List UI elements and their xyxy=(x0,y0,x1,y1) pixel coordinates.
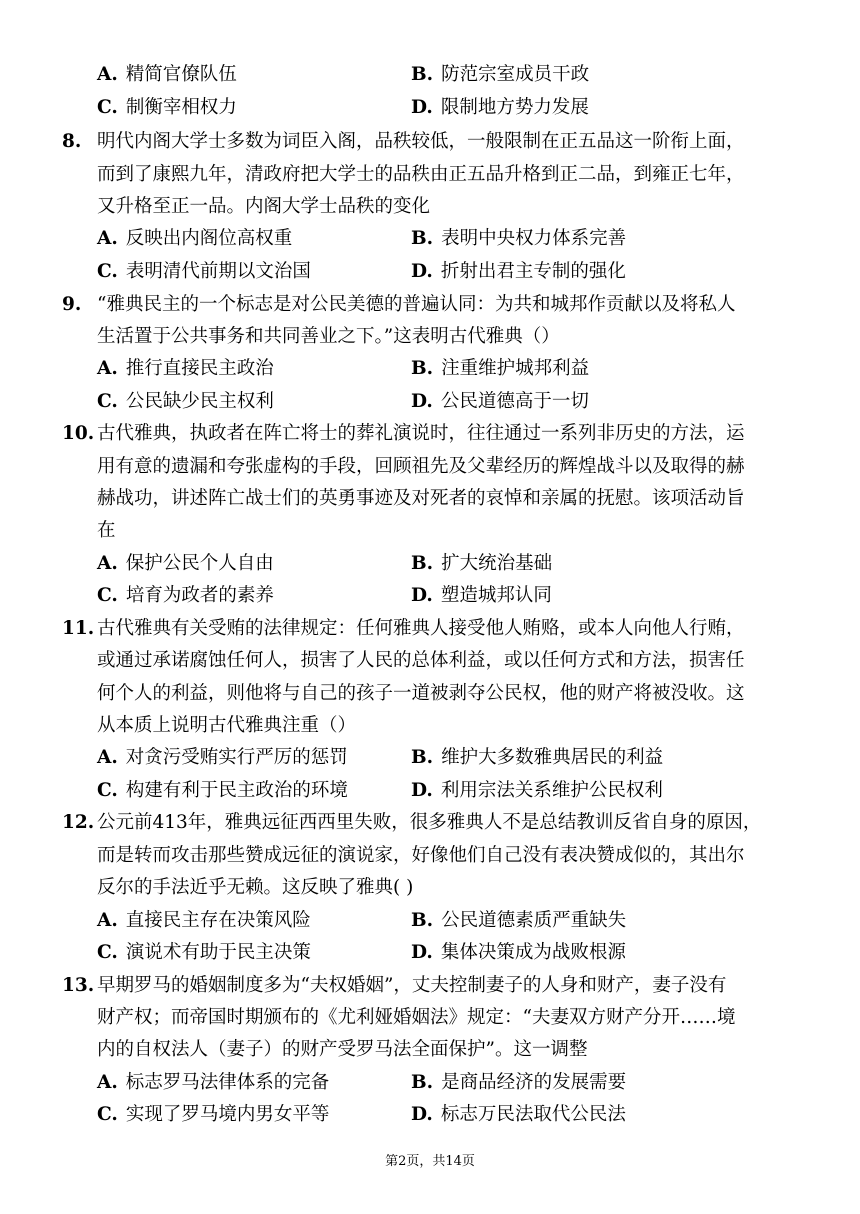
option-d xyxy=(411,937,626,969)
question-number: 8. xyxy=(62,131,82,152)
option-c xyxy=(97,256,311,288)
option-letter: C. xyxy=(97,261,118,282)
question-text-line: 古代雅典有关受贿的法律规定：任何雅典人接受他人贿赂，或本人向他人行贿， xyxy=(97,618,745,639)
option-d xyxy=(411,775,663,807)
option-text: 对贪污受贿实行严厉的惩罚 xyxy=(125,747,348,768)
option-d xyxy=(411,386,589,418)
option-d xyxy=(411,92,589,124)
option-text: 集体决策成为战败根源 xyxy=(440,942,626,963)
option-letter: C. xyxy=(97,585,118,606)
question-number: 9. xyxy=(62,294,82,315)
option-letter: C. xyxy=(97,942,118,963)
question-text-line: 从本质上说明古代雅典注重（） xyxy=(97,715,357,736)
question-text-line: 在 xyxy=(97,520,116,541)
option-letter: D. xyxy=(411,261,433,282)
option-text: 公民道德高于一切 xyxy=(440,391,589,412)
question-number: 12. xyxy=(62,812,95,833)
option-letter: A. xyxy=(97,1072,118,1093)
option-text: 直接民主存在决策风险 xyxy=(125,910,311,931)
option-letter: B. xyxy=(411,747,434,768)
option-d xyxy=(411,1099,626,1131)
question-text-line: 明代内阁大学士多数为词臣入阁，品秩较低，一般限制在正五品这一阶衔上面， xyxy=(97,131,745,152)
option-text: 公民缺少民主权利 xyxy=(125,391,274,412)
question-text-line: 而到了康熙九年，清政府把大学士的品秩由正五品升格到正二品，到雍正七年， xyxy=(97,164,745,185)
question-text-line: 公元前413年，雅典远征西西里失败，很多雅典人不是总结教训反省自身的原因， xyxy=(97,812,762,833)
option-text: 保护公民个人自由 xyxy=(125,553,274,574)
option-letter: A. xyxy=(97,553,118,574)
option-text: 维护大多数雅典居民的利益 xyxy=(441,747,664,768)
option-text: 演说术有助于民主决策 xyxy=(125,942,311,963)
question-text-line: 财产权；而帝国时期颁布的《尤利娅婚姻法》规定：“夫妻双方财产分开……境 xyxy=(97,1007,736,1028)
question-text-line: 又升格至正一品。内阁大学士品秩的变化 xyxy=(97,196,431,217)
option-c xyxy=(97,386,274,418)
option-letter: A. xyxy=(97,358,118,379)
option-a xyxy=(97,548,274,580)
option-text: 表明清代前期以文治国 xyxy=(125,261,311,282)
option-c xyxy=(97,92,237,124)
question-text-line: 何个人的利益，则他将与自己的孩子一道被剥夺公民权，他的财产将被没收。这 xyxy=(97,683,745,704)
option-text: 反映出内阁位高权重 xyxy=(125,228,293,249)
option-d xyxy=(411,580,552,612)
option-letter: D. xyxy=(411,780,433,801)
option-letter: B. xyxy=(411,64,434,85)
option-a xyxy=(97,1067,329,1099)
question-text-line: 或通过承诺腐蚀任何人，损害了人民的总体利益，或以任何方式和方法，损害任 xyxy=(97,650,745,671)
option-c xyxy=(97,775,348,807)
option-b xyxy=(411,1067,626,1099)
option-letter: A. xyxy=(97,747,118,768)
option-letter: A. xyxy=(97,64,118,85)
option-text: 利用宗法关系维护公民权利 xyxy=(440,780,663,801)
option-text: 实现了罗马境内男女平等 xyxy=(125,1104,330,1125)
option-c xyxy=(97,937,311,969)
question-number: 11. xyxy=(62,618,95,639)
option-text: 表明中央权力体系完善 xyxy=(441,228,627,249)
option-letter: D. xyxy=(411,97,433,118)
option-letter: C. xyxy=(97,1104,118,1125)
question-text-line: 生活置于公共事务和共同善业之下。”这表明古代雅典（） xyxy=(97,326,560,347)
question-number: 13. xyxy=(62,975,95,996)
option-text: 注重维护城邦利益 xyxy=(441,358,590,379)
option-b xyxy=(411,353,589,385)
option-text: 培育为政者的素养 xyxy=(125,585,274,606)
option-text: 折射出君主专制的强化 xyxy=(440,261,626,282)
question-text-line: “雅典民主的一个标志是对公民美德的普遍认同：为共和城邦作贡献以及将私人 xyxy=(97,294,736,315)
option-c xyxy=(97,580,274,612)
option-text: 塑造城邦认同 xyxy=(440,585,552,606)
option-letter: C. xyxy=(97,780,118,801)
option-text: 限制地方势力发展 xyxy=(440,97,589,118)
option-a xyxy=(97,59,237,91)
option-letter: D. xyxy=(411,391,433,412)
option-b xyxy=(411,742,663,774)
option-text: 公民道德素质严重缺失 xyxy=(441,910,627,931)
page-footer: 第2页，共14页 xyxy=(385,1154,475,1169)
option-text: 制衡宰相权力 xyxy=(125,97,237,118)
option-letter: B. xyxy=(411,910,434,931)
question-text-line: 反尔的手法近乎无赖。这反映了雅典( ) xyxy=(97,877,414,898)
option-text: 标志罗马法律体系的完备 xyxy=(125,1072,330,1093)
option-a xyxy=(97,353,274,385)
option-a xyxy=(97,742,348,774)
option-text: 扩大统治基础 xyxy=(441,553,553,574)
option-b xyxy=(411,548,552,580)
option-a xyxy=(97,905,311,937)
option-letter: D. xyxy=(411,585,433,606)
option-letter: C. xyxy=(97,97,118,118)
question-text-line: 古代雅典，执政者在阵亡将士的葬礼演说时，往往通过一系列非历史的方法，运 xyxy=(97,423,745,444)
option-b xyxy=(411,223,626,255)
option-letter: B. xyxy=(411,358,434,379)
option-letter: A. xyxy=(97,910,118,931)
question-text-line: 赫战功，讲述阵亡战士们的英勇事迹及对死者的哀悼和亲属的抚慰。该项活动旨 xyxy=(97,488,745,509)
option-b xyxy=(411,59,589,91)
question-text-line: 而是转而攻击那些赞成远征的演说家，好像他们自己没有表决赞成似的，其出尔 xyxy=(97,845,745,866)
option-text: 是商品经济的发展需要 xyxy=(441,1072,627,1093)
question-number: 10. xyxy=(62,423,95,444)
option-letter: B. xyxy=(411,228,434,249)
option-b xyxy=(411,905,626,937)
question-text-line: 内的自权法人（妻子）的财产受罗马法全面保护”。这一调整 xyxy=(97,1039,588,1060)
question-text-line: 用有意的遗漏和夸张虚构的手段，回顾祖先及父辈经历的辉煌战斗以及取得的赫 xyxy=(97,456,745,477)
option-c xyxy=(97,1099,329,1131)
option-letter: C. xyxy=(97,391,118,412)
option-a xyxy=(97,223,292,255)
option-text: 防范宗室成员干政 xyxy=(441,64,590,85)
option-letter: A. xyxy=(97,228,118,249)
option-text: 推行直接民主政治 xyxy=(125,358,274,379)
option-d xyxy=(411,256,626,288)
option-letter: B. xyxy=(411,1072,434,1093)
option-text: 精简官僚队伍 xyxy=(125,64,237,85)
option-letter: D. xyxy=(411,942,433,963)
option-text: 标志万民法取代公民法 xyxy=(440,1104,626,1125)
option-text: 构建有利于民主政治的环境 xyxy=(125,780,348,801)
question-text-line: 早期罗马的婚姻制度多为“夫权婚姻”，丈夫控制妻子的人身和财产，妻子没有 xyxy=(97,975,727,996)
option-letter: D. xyxy=(411,1104,433,1125)
option-letter: B. xyxy=(411,553,434,574)
